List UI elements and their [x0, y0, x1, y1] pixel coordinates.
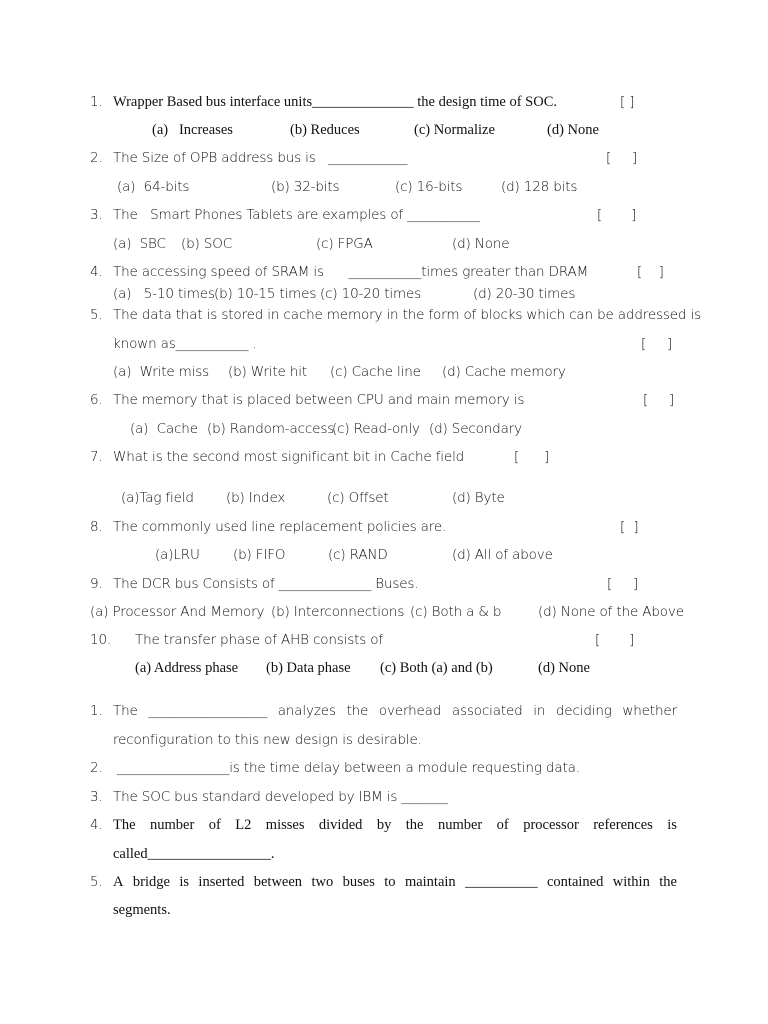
option-a: (a) 64-bits	[117, 179, 190, 195]
option-b: (b) 32-bits	[271, 179, 340, 195]
fill-question-2: _________________is the time delay between a module requesting data.	[117, 760, 580, 776]
word: bridge	[132, 874, 170, 890]
word: The	[113, 817, 136, 833]
word: A	[113, 874, 124, 890]
word: within	[612, 874, 650, 890]
question-number: 7.	[90, 449, 103, 465]
fill-number: 1.	[90, 703, 103, 719]
option-b: (b) Index	[226, 490, 286, 506]
word: between	[253, 874, 303, 890]
option-a: (a) 5-10 times	[113, 286, 215, 302]
question-text: The Smart Phones Tablets are examples of ___________	[113, 207, 480, 223]
word: deciding	[555, 703, 612, 719]
fill-question-1-continued: reconfiguration to this new design is desirable.	[113, 732, 422, 748]
word: is	[179, 874, 190, 890]
question-number: 3.	[90, 207, 103, 223]
question-number: 4.	[90, 264, 103, 280]
word: overhead	[378, 703, 442, 719]
question-text: The Size of OPB address bus is ____________	[113, 150, 408, 166]
answer-bracket: [ ]	[641, 336, 672, 352]
option-c: (c) Offset	[327, 490, 389, 506]
fill-question-4	[113, 817, 677, 833]
option-b: (b) 10-15 times	[214, 286, 317, 302]
option-b: (b) Reduces	[290, 122, 360, 138]
option-c: (c) Normalize	[414, 122, 495, 138]
fill-question-3: The SOC bus standard developed by IBM is _______	[113, 789, 448, 805]
answer-bracket: [ ]	[620, 519, 639, 535]
word: of	[208, 817, 221, 833]
word: processor	[523, 817, 579, 833]
answer-bracket: [ ]	[595, 632, 635, 648]
answer-bracket: [ ]	[607, 576, 638, 592]
word: divided	[318, 817, 363, 833]
fill-number: 3.	[90, 789, 103, 805]
option-d: (d) None	[452, 236, 510, 252]
fill-number: 5.	[90, 874, 103, 890]
question-text: The accessing speed of SRAM is ___________times greater than DRAM	[113, 264, 589, 280]
option-d: (d) None	[547, 122, 599, 138]
question-text-continued: known as___________ .	[113, 336, 257, 352]
option-c: (c) Cache line	[330, 364, 421, 380]
option-c: (c) Both a & b	[410, 604, 502, 620]
word: the	[346, 703, 369, 719]
option-b: (b) Interconnections	[271, 604, 405, 620]
word: in	[533, 703, 546, 719]
word: number	[149, 817, 195, 833]
option-b: (b) Write hit	[228, 364, 307, 380]
option-d: (d) 128 bits	[501, 179, 578, 195]
word: whether	[622, 703, 677, 719]
word: number	[437, 817, 483, 833]
option-d: (d) Byte	[452, 490, 505, 506]
option-a: (a) Increases	[152, 122, 233, 138]
question-number: 2.	[90, 150, 103, 166]
fill-number: 4.	[90, 817, 103, 833]
option-a: (a) Write miss	[113, 364, 210, 380]
option-b: (b) SOC	[181, 236, 232, 252]
word: misses	[265, 817, 305, 833]
question-number: 8.	[90, 519, 103, 535]
word: inserted	[198, 874, 245, 890]
option-d: (d) All of above	[452, 547, 553, 563]
word: buses	[342, 874, 375, 890]
question-text: The memory that is placed between CPU and main memory is	[113, 392, 525, 408]
option-c: (c) Both (a) and (b)	[380, 660, 493, 676]
question-text: The transfer phase of AHB consists of	[135, 632, 383, 648]
option-a: (a) SBC	[113, 236, 166, 252]
option-b: (b) Data phase	[266, 660, 351, 676]
word: associated	[451, 703, 523, 719]
answer-bracket: [ ]	[643, 392, 674, 408]
question-text: What is the second most significant bit in Cache field	[113, 449, 465, 465]
option-c: (c) RAND	[328, 547, 388, 563]
question-text: The DCR bus Consists of ______________ Buses.	[113, 576, 419, 592]
word: the	[659, 874, 677, 890]
answer-bracket: [ ]	[597, 207, 637, 223]
option-a: (a)Tag field	[121, 490, 194, 506]
answer-bracket: [ ]	[620, 94, 635, 110]
word: of	[496, 817, 509, 833]
fill-question-1	[113, 703, 677, 719]
option-d: (d) 20-30 times	[473, 286, 576, 302]
option-d: (d) Cache memory	[442, 364, 566, 380]
word: two	[311, 874, 334, 890]
question-number: 10.	[90, 632, 112, 648]
word: contained	[547, 874, 604, 890]
question-text: The commonly used line replacement policies are.	[113, 519, 447, 535]
option-d: (d) None	[538, 660, 590, 676]
word: is	[667, 817, 677, 833]
blank: __________________	[148, 703, 268, 719]
answer-bracket: [ ]	[606, 150, 637, 166]
option-a: (a) Cache	[130, 421, 198, 437]
fill-question-5-continued: segments.	[113, 902, 171, 918]
option-c: (c) Read-only	[332, 421, 420, 437]
word: the	[405, 817, 424, 833]
question-number: 9.	[90, 576, 103, 592]
word: The	[113, 703, 138, 719]
question-number: 6.	[90, 392, 103, 408]
word: by	[376, 817, 392, 833]
word: maintain	[404, 874, 456, 890]
fill-number: 2.	[90, 760, 103, 776]
word: references	[593, 817, 653, 833]
option-b: (b) Random-access	[207, 421, 335, 437]
question-number: 1.	[90, 94, 103, 110]
fill-question-5	[113, 874, 677, 890]
question-text: The data that is stored in cache memory in the form of blocks which can be addressed is	[113, 307, 701, 323]
word: L2	[235, 817, 252, 833]
question-text: Wrapper Based bus interface units______________ the design time of SOC.	[113, 94, 557, 110]
question-number: 5.	[90, 307, 103, 323]
option-a: (a) Address phase	[135, 660, 239, 676]
option-d: (d) Secondary	[429, 421, 522, 437]
answer-bracket: [ ]	[514, 449, 550, 465]
answer-bracket: [ ]	[637, 264, 664, 280]
option-c: (c) FPGA	[316, 236, 373, 252]
fill-question-4-continued: called_________________.	[113, 846, 275, 862]
word: to	[384, 874, 396, 890]
blank: __________	[465, 874, 538, 890]
option-a: (a)LRU	[155, 547, 200, 563]
option-c: (c) 10-20 times	[320, 286, 422, 302]
option-a: (a) Processor And Memory	[90, 604, 265, 620]
option-c: (c) 16-bits	[395, 179, 463, 195]
option-d: (d) None of the Above	[538, 604, 684, 620]
option-b: (b) FIFO	[233, 547, 286, 563]
word: analyzes	[277, 703, 336, 719]
